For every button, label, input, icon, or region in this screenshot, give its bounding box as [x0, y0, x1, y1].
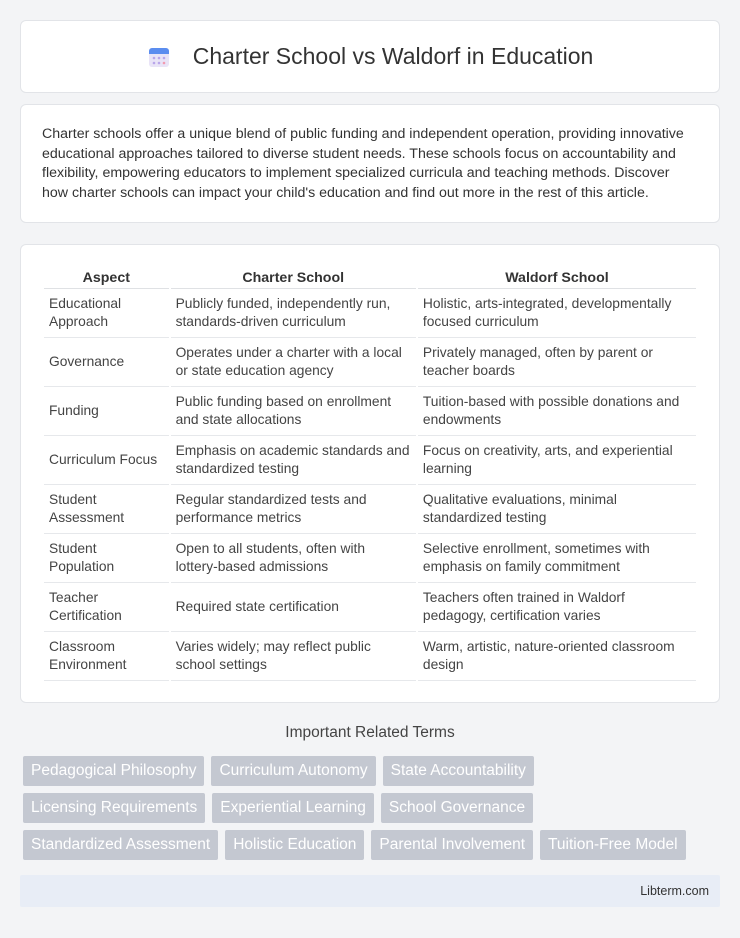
charter-cell: Publicly funded, independently run, standards-driven curriculum	[171, 289, 416, 338]
aspect-cell: Student Population	[44, 534, 169, 583]
term-tag-parental-involvement[interactable]: Parental Involvement	[371, 830, 533, 860]
charter-cell: Varies widely; may reflect public school settings	[171, 632, 416, 681]
aspect-cell: Student Assessment	[44, 485, 169, 534]
table-row	[44, 387, 696, 436]
aspect-cell: Governance	[44, 338, 169, 387]
term-tag-state-accountability[interactable]: State Accountability	[383, 756, 534, 786]
header	[147, 43, 594, 70]
intro-text: Charter schools offer a unique blend of public funding and independent operation, providing innovative educational approaches tailored to diverse student needs. These schools focus on accountability and flexibility, empowering educators to implement specialized curricula and teaching methods. Discover how charter schools can impact your child's education and find out more in the rest of this article.	[42, 126, 684, 201]
aspect-cell: Classroom Environment	[44, 632, 169, 681]
charter-cell: Open to all students, often with lottery-based admissions	[171, 534, 416, 583]
term-tag-experiential-learning[interactable]: Experiential Learning	[212, 793, 374, 823]
waldorf-cell: Tuition-based with possible donations and endowments	[418, 387, 696, 436]
waldorf-cell: Selective enrollment, sometimes with emphasis on family commitment	[418, 534, 696, 583]
charter-cell: Required state certification	[171, 583, 416, 632]
intro-card	[20, 104, 720, 223]
table-header-row	[44, 267, 696, 289]
calendar-icon	[147, 45, 171, 69]
waldorf-cell: Focus on creativity, arts, and experiential learning	[418, 436, 696, 485]
aspect-cell: Teacher Certification	[44, 583, 169, 632]
related-terms-title: Important Related Terms	[285, 724, 455, 741]
table-row	[44, 289, 696, 338]
term-tag-pedagogical-philosophy[interactable]: Pedagogical Philosophy	[23, 756, 204, 786]
related-terms-list	[23, 756, 723, 860]
page-title: Charter School vs Waldorf in Education	[192, 43, 594, 69]
waldorf-cell: Privately managed, often by parent or teacher boards	[418, 338, 696, 387]
table-row	[44, 485, 696, 534]
comparison-table	[42, 267, 698, 681]
footer	[20, 875, 720, 907]
waldorf-cell: Holistic, arts-integrated, developmentally focused curriculum	[418, 289, 696, 338]
charter-cell: Emphasis on academic standards and standardized testing	[171, 436, 416, 485]
aspect-cell: Funding	[44, 387, 169, 436]
term-tag-tuition-free-model[interactable]: Tuition-Free Model	[540, 830, 686, 860]
table-row	[44, 338, 696, 387]
term-tag-licensing-requirements[interactable]: Licensing Requirements	[23, 793, 205, 823]
table-row	[44, 534, 696, 583]
term-tag-holistic-education[interactable]: Holistic Education	[225, 830, 364, 860]
charter-cell: Operates under a charter with a local or state education agency	[171, 338, 416, 387]
term-tag-standardized-assessment[interactable]: Standardized Assessment	[23, 830, 218, 860]
term-tag-curriculum-autonomy[interactable]: Curriculum Autonomy	[211, 756, 375, 786]
table-row	[44, 436, 696, 485]
column-header-waldorf: Waldorf School	[418, 267, 696, 289]
column-header-charter: Charter School	[171, 267, 416, 289]
term-tag-school-governance[interactable]: School Governance	[381, 793, 533, 823]
charter-cell: Public funding based on enrollment and state allocations	[171, 387, 416, 436]
comparison-card	[20, 244, 720, 703]
table-row	[44, 583, 696, 632]
table-row	[44, 632, 696, 681]
waldorf-cell: Teachers often trained in Waldorf pedagogy, certification varies	[418, 583, 696, 632]
charter-cell: Regular standardized tests and performance metrics	[171, 485, 416, 534]
column-header-aspect: Aspect	[44, 267, 169, 289]
waldorf-cell: Warm, artistic, nature-oriented classroom design	[418, 632, 696, 681]
footer-brand-link[interactable]: Libterm.com	[640, 884, 709, 898]
aspect-cell: Educational Approach	[44, 289, 169, 338]
header-card	[20, 20, 720, 93]
aspect-cell: Curriculum Focus	[44, 436, 169, 485]
waldorf-cell: Qualitative evaluations, minimal standardized testing	[418, 485, 696, 534]
